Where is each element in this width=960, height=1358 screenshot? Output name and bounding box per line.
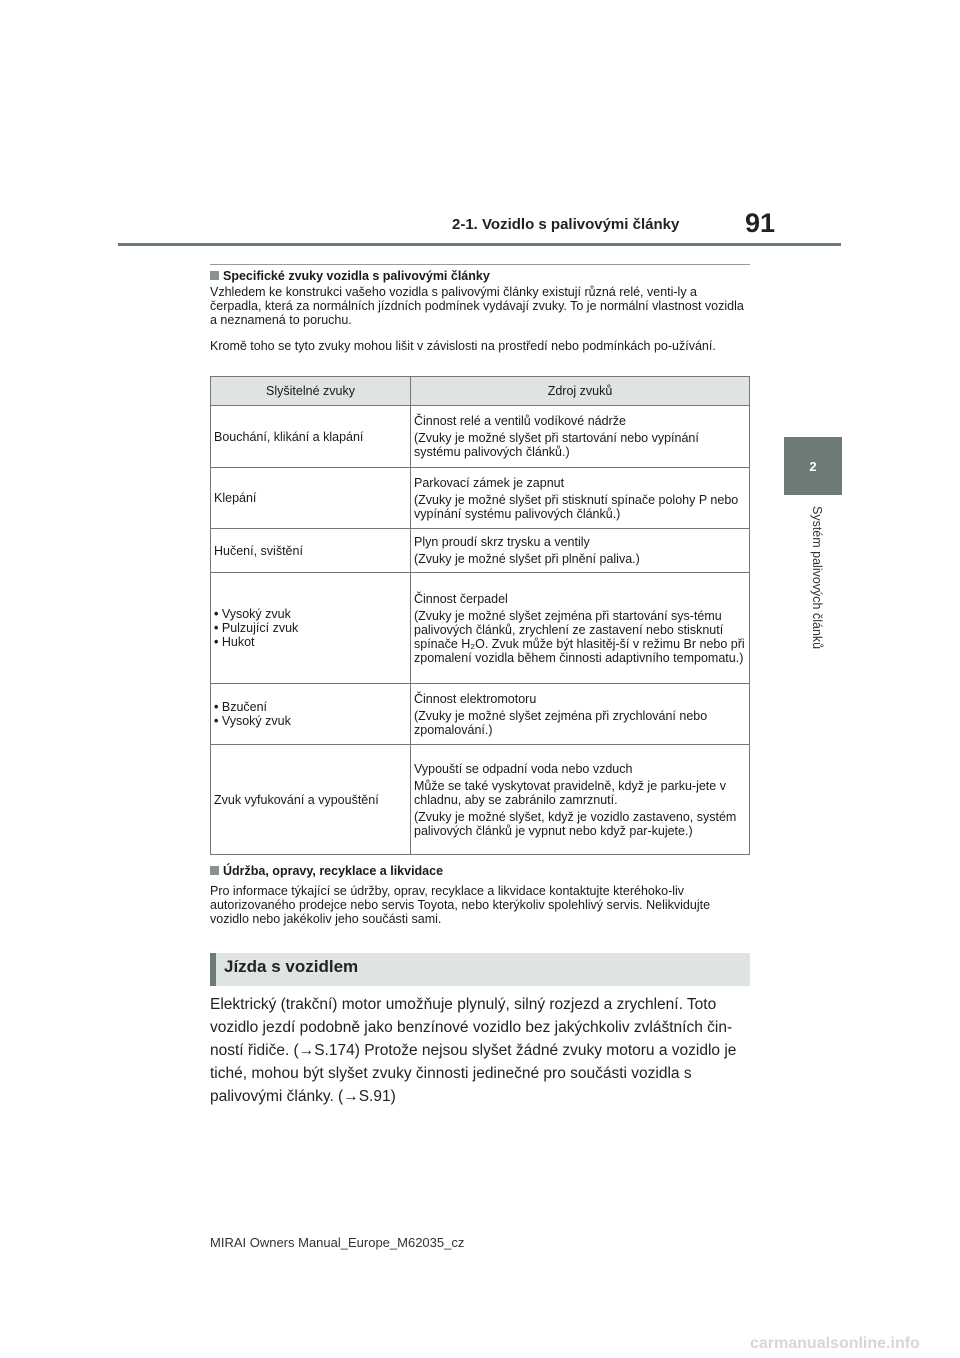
sound-cell <box>211 684 411 745</box>
driving-body-text: Elektrický (trakční) motor umožňuje plynulý, silný rozjezd a zrychlení. Toto vozidlo jezdí podobně jako benzínové vozidlo bez jakýchkoliv zvláštních čin-ností řidiče. (→S.174) Protože nejsou slyšet žádné zvuky motoru a vozidlo je tiché, mohou být slyšet zvuky činnosti jedinečné pro součásti vozidla s palivovými články. (→S.91) <box>210 996 737 1105</box>
source-cell: Vypouští se odpadní voda nebo vzduch Může se také vyskytovat pravidelně, když je parku-jete v chladnu, aby se zabránilo zamrznutí. (Zvuky je možné slyšet, když je vozidlo zastaveno, systém palivových článků je vypnut nebo když par-kujete.) <box>411 745 750 855</box>
square-bullet-icon <box>210 866 219 875</box>
chapter-label-text: Systém palivových článků <box>810 506 824 650</box>
list-item: • Hukot <box>214 635 407 649</box>
section-heading-maintenance: Údržba, opravy, recyklace a likvidace <box>210 864 443 878</box>
table-row <box>211 468 750 529</box>
paragraph-sounds-note: Kromě toho se tyto zvuky mohou lišit v závislosti na prostředí nebo podmínkách po-užívání. <box>210 339 716 353</box>
chapter-tab <box>784 437 842 495</box>
paragraph-sounds-intro: Vzhledem ke konstrukci vašeho vozidla s palivovými články existují různá relé, venti-ly a čerpadla, která za normálních jízdních podmínek vydávají zvuky. To je normální vlastnost vozidla a neznamená to poruchu. <box>210 285 744 327</box>
section-heading-sounds: Specifické zvuky vozidla s palivovými články <box>210 269 490 283</box>
source-cell: Činnost relé a ventilů vodíkové nádrže (Zvuky je možné slyšet při startování nebo vypínání systému palivových článků.) <box>411 406 750 468</box>
table-header-source: Zdroj zvuků <box>411 377 750 406</box>
source-cell: Plyn proudí skrz trysku a ventily (Zvuky je možné slyšet při plnění paliva.) <box>411 529 750 573</box>
paragraph-maintenance: Pro informace týkající se údržby, oprav, recyklace a likvidace kontaktujte kteréhoko-liv autorizovaného prodejce nebo servis Toyota, nebo kterýkoliv spolehlivý servis. Nelikvidujte vozidlo nebo jakékoliv jeho součásti sami. <box>210 884 711 926</box>
source-cell: Činnost čerpadel (Zvuky je možné slyšet zejména při startování sys-tému palivových článků, zrychlení ze zastavení nebo stisknutí spínače H₂O. Zvuk může být hlasitěj-ší v režimu Br nebo při zpomalení vozidla během činnosti adaptivního tempomatu.) <box>411 573 750 684</box>
table-row <box>211 573 750 684</box>
header-title: 2-1. Vozidlo s palivovými články <box>452 216 680 233</box>
header-rule <box>118 243 841 246</box>
square-bullet-icon <box>210 271 219 280</box>
list-item: • Bzučení <box>214 700 407 714</box>
watermark: carmanualsonline.info <box>750 1335 920 1352</box>
table-header-row <box>211 377 750 406</box>
sound-cell: Bouchání, klikání a klapání <box>211 406 411 468</box>
footer-manual-id: MIRAI Owners Manual_Europe_M62035_cz <box>210 1235 465 1250</box>
table-row <box>211 745 750 855</box>
source-cell: Činnost elektromotoru (Zvuky je možné slyšet zejména při zrychlování nebo zpomalování.) <box>411 684 750 745</box>
list-item: • Pulzující zvuk <box>214 621 407 635</box>
sound-cell: Zvuk vyfukování a vypouštění <box>211 745 411 855</box>
table-row <box>211 529 750 573</box>
chapter-number: 2 <box>809 458 817 474</box>
list-item: • Vysoký zvuk <box>214 714 407 728</box>
table-header-sounds: Slyšitelné zvuky <box>211 377 411 406</box>
table-row <box>211 684 750 745</box>
page-number: 91 <box>745 208 776 238</box>
section-title-accent <box>210 953 216 986</box>
table-row <box>211 406 750 468</box>
chapter-side-label <box>810 506 824 686</box>
list-item: • Vysoký zvuk <box>214 607 407 621</box>
section-title: Jízda s vozidlem <box>224 957 359 976</box>
sound-cell: Klepání <box>211 468 411 529</box>
sounds-table <box>210 376 750 855</box>
source-cell: Parkovací zámek je zapnut (Zvuky je možné slyšet při stisknutí spínače polohy P nebo vypínání systému palivových článků.) <box>411 468 750 529</box>
section-rule <box>210 264 750 265</box>
sound-cell: Hučení, svištění <box>211 529 411 573</box>
sound-cell <box>211 573 411 684</box>
